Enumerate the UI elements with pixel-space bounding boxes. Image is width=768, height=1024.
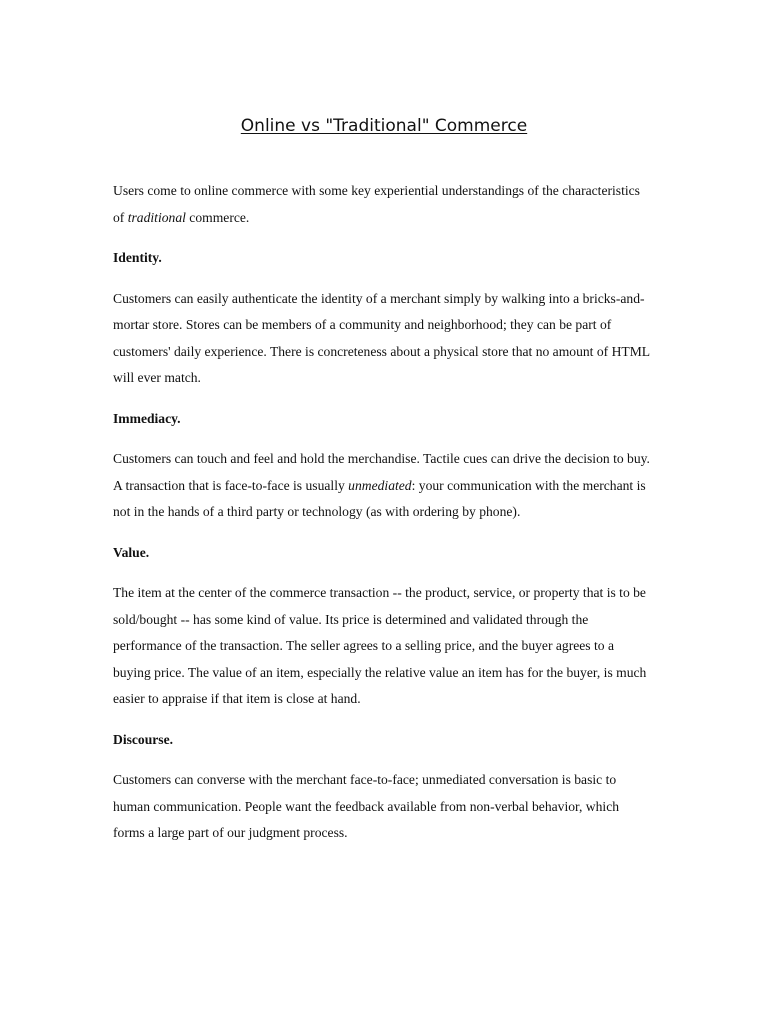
- intro-text-end: commerce.: [185, 209, 250, 225]
- section-paragraph-identity: Customers can easily authenticate the identity of a merchant simply by walking into a bricks-and-mortar store. Stores can be members of a community and neighborhood; they can be part of customers' daily experience. There is concreteness about a physical store that no amount of HTML will ever match.: [113, 290, 650, 385]
- section-heading-immediacy: Immediacy.: [113, 410, 181, 426]
- document-title: Online vs "Traditional" Commerce: [240, 116, 528, 136]
- section-heading-discourse: Discourse.: [113, 731, 174, 747]
- immediacy-text-start: Customers can touch and feel and hold the merchandise. Tactile cues can drive the decision to buy. A transaction that is face-to-face is usually: [113, 451, 650, 493]
- section-paragraph-value: The item at the center of the commerce transaction -- the product, service, or property that is to be sold/bought -- has some kind of value. Its price is determined and validated through the performance of the transaction. The seller agrees to a selling price, and the buyer agrees to a buying price. The value of an item, especially the relative value an item has for the buyer, is much easier to appraise if that item is close at hand.: [113, 585, 647, 706]
- section-paragraph-immediacy: [113, 446, 653, 526]
- section-heading-value: Value.: [113, 544, 150, 560]
- intro-emphasis: traditional: [127, 209, 186, 225]
- intro-text-start: Users come to online commerce with some key experiential understandings of the characteristics of: [113, 183, 640, 225]
- immediacy-emphasis: unmediated: [348, 477, 412, 493]
- document-body: [113, 178, 653, 861]
- section-heading-identity: Identity.: [113, 250, 162, 265]
- immediacy-text-end: : your communication with the merchant is not in the hands of a third party or technology (as with ordering by phone).: [113, 477, 646, 519]
- section-paragraph-discourse: Customers can converse with the merchant face-to-face; unmediated conversation is basic to human communication. People want the feedback available from non-verbal behavior, which forms a large part of our judgment process.: [113, 772, 620, 840]
- intro-paragraph: [113, 178, 653, 231]
